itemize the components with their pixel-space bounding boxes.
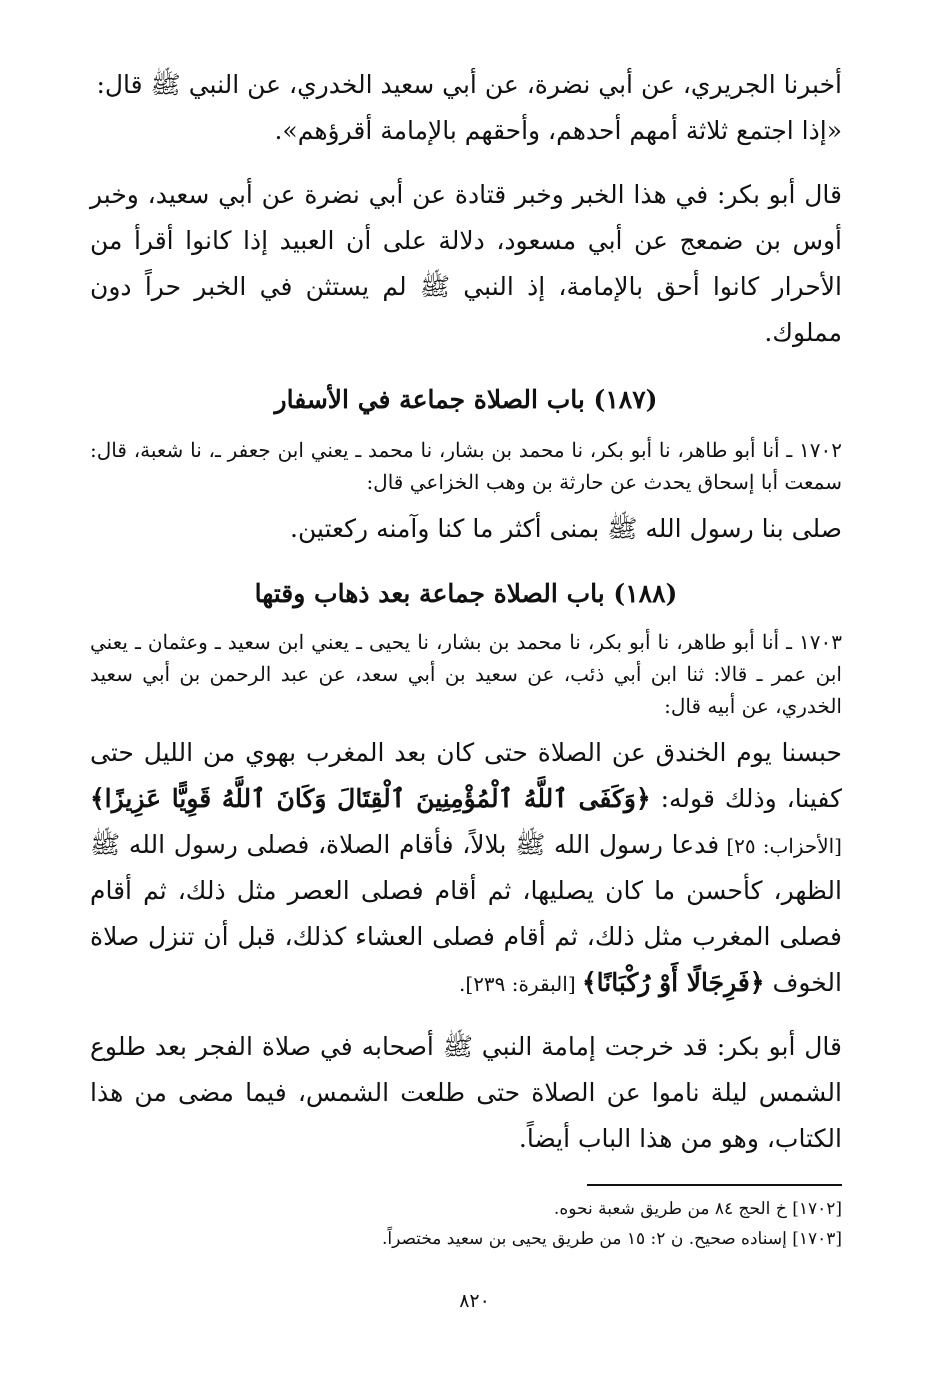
intro-line-2: «إذا اجتمع ثلاثة أمهم أحدهم، وأحقهم بالإمامة أقرؤهم». (274, 116, 842, 145)
hadith-1703-matn (90, 730, 842, 1006)
footnote-1703: [١٧٠٣] إسناده صحيح. ن ٢: ١٥ من طريق يحيى بن سعيد مختصراً. (381, 1229, 842, 1249)
intro-line-1: أخبرنا الجريري، عن أبي نضرة، عن أبي سعيد الخدري، عن النبي ﷺ قال: (96, 70, 842, 99)
page-number: ٨٢٠ (459, 1290, 490, 1312)
chapter-heading-188: (١٨٨) باب الصلاة جماعة بعد ذهاب وقتها (254, 579, 678, 608)
chapter-heading-187: (١٨٧) باب الصلاة جماعة في الأسفار (274, 385, 658, 414)
hadith-1703-matn-part-b: فدعا رسول الله ﷺ بلالاً، فأقام الصلاة، فصلى رسول الله ﷺ الظهر، كأحسن ما كان يصليها، ثم أقام فصلى العصر مثل ذلك، ثم أقام فصلى المغرب مثل ذلك، ثم أقام فصلى العشاء كذلك، قبل أن تنزل صلاة الخوف (90, 830, 842, 997)
footnote-1702: [١٧٠٢] خ الحج ٨٤ من طريق شعبة نحوه. (553, 1199, 842, 1219)
hadith-1703-isnad: ١٧٠٣ ـ أنا أبو طاهر، نا أبو بكر، نا محمد بن بشار، نا يحيى ـ يعني ابن سعيد ـ وعثمان ـ يعني ابن عمر ـ قالا: ثنا ابن أبي ذئب، عن سعيد بن أبي سعد، عن عبد الرحمن بن أبي سعيد الخدري، عن أبيه قال: (90, 630, 842, 718)
commentary-abu-bakr-1: قال أبو بكر: في هذا الخبر وخبر قتادة عن أبي نضرة عن أبي سعيد، وخبر أوس بن ضمعج عن أبي مسعود، دلالة على أن العبيد إذا كانوا أقرأ من الأحرار كانوا أحق بالإمامة، إذ النبي ﷺ لم يستثن في الخبر حراً دون مملوك. (90, 180, 842, 347)
commentary-abu-bakr-2: قال أبو بكر: قد خرجت إمامة النبي ﷺ أصحابه في صلاة الفجر بعد طلوع الشمس ليلة ناموا عن الصلاة حتى طلعت الشمس، فيما مضى من هذا الكتاب، وهو من هذا الباب أيضاً. (90, 1032, 842, 1153)
quran-reference-baqara: [البقرة: ٢٣٩]. (459, 972, 582, 996)
quran-verse-ahzab: ﴿وَكَفَى ٱللَّهُ ٱلْمُؤْمِنِينَ ٱلْقِتَالَ وَكَانَ ٱللَّهُ قَوِيًّا عَزِيزًا﴾ (90, 784, 651, 813)
quran-verse-baqara: ﴿فَرِجَالًا أَوْ رُكْبَانًا﴾ (582, 968, 765, 997)
hadith-1702-isnad: ١٧٠٢ ـ أنا أبو طاهر، نا أبو بكر، نا محمد بن بشار، نا محمد ـ يعني ابن جعفر ـ، نا شعبة، قال: سمعت أبا إسحاق يحدث عن حارثة بن وهب الخزاعي قال: (90, 438, 842, 494)
quran-reference-ahzab: [الأحزاب: ٢٥] (719, 834, 842, 858)
hadith-1703-matn-part-a: حبسنا يوم الخندق عن الصلاة حتى كان بعد المغرب بهوي من الليل حتى كفينا، وذلك قوله: (90, 738, 842, 813)
page-body (90, 62, 842, 1254)
hadith-1702-matn: صلى بنا رسول الله ﷺ بمنى أكثر ما كنا وآمنه ركعتين. (290, 514, 842, 543)
footnote-separator (587, 1184, 842, 1186)
footnotes (90, 1194, 842, 1254)
